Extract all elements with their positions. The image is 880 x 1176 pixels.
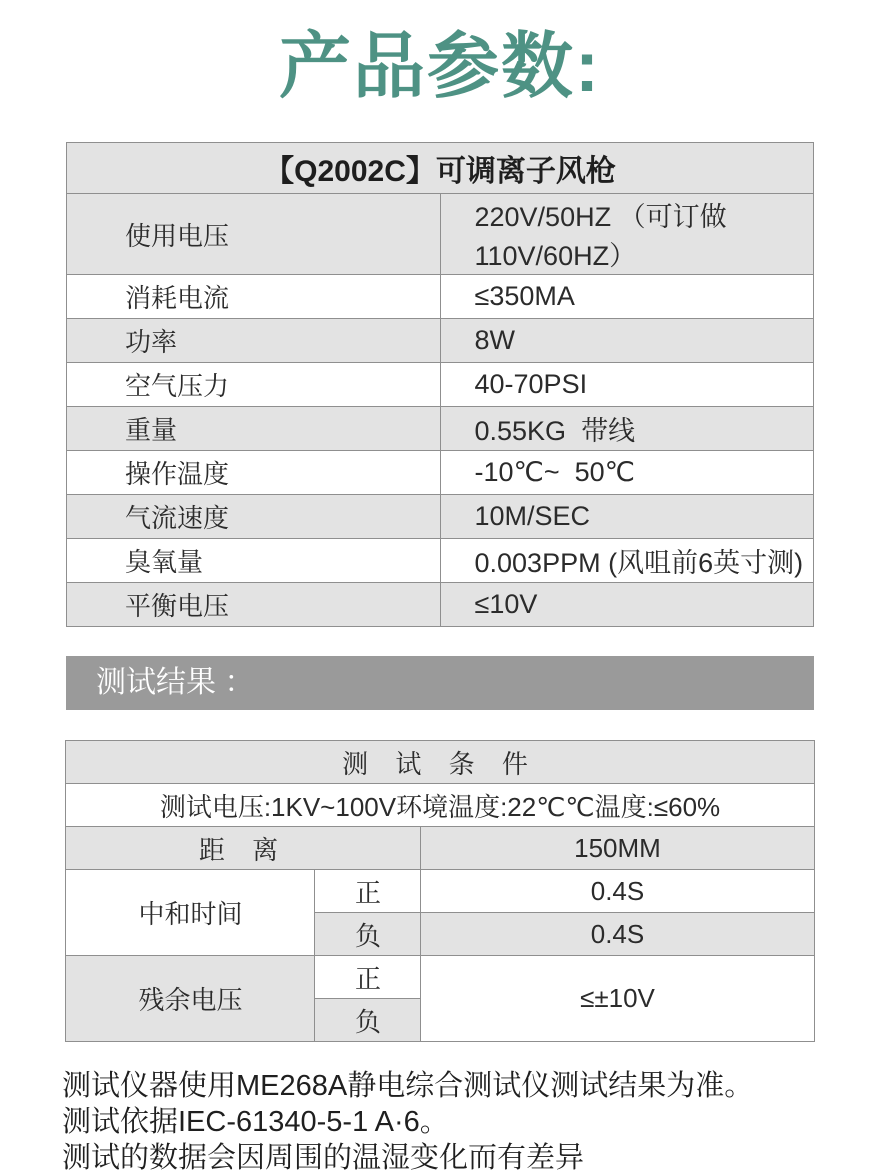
spec-label-current: 消耗电流 <box>67 275 441 319</box>
neutralization-negative-value: 0.4S <box>421 913 814 956</box>
table-row <box>66 956 814 999</box>
spec-table <box>66 142 814 627</box>
spec-label-power: 功率 <box>67 319 441 363</box>
spec-value-operating-temp: -10℃~ 50℃ <box>440 451 814 495</box>
test-table-header-row <box>66 741 814 784</box>
spec-value-voltage: 220V/50HZ （可订做110V/60HZ） <box>440 194 814 275</box>
distance-label: 距 离 <box>66 827 421 870</box>
spec-value-current: ≤350MA <box>440 275 814 319</box>
table-row <box>67 194 814 275</box>
neutralization-negative-label: 负 <box>315 913 421 956</box>
footnote-line-1: 测试仪器使用ME268A静电综合测试仪测试结果为准。 <box>62 1070 754 1102</box>
test-conditions-text: 测试电压:1KV~100V环境温度:22℃℃温度:≤60% <box>66 784 814 827</box>
table-row <box>66 784 814 827</box>
table-row <box>67 275 814 319</box>
table-row <box>67 319 814 363</box>
residual-positive-label: 正 <box>315 956 421 999</box>
spec-label-operating-temp: 操作温度 <box>67 451 441 495</box>
table-row <box>67 363 814 407</box>
spec-value-air-pressure: 40-70PSI <box>440 363 814 407</box>
residual-negative-label: 负 <box>315 999 421 1042</box>
table-row <box>66 870 814 913</box>
distance-value: 150MM <box>421 827 814 870</box>
spec-table-title: 【Q2002C】可调离子风枪 <box>67 143 814 194</box>
page-title: 产品参数: <box>279 27 601 107</box>
test-results-banner: 测试结果 ： <box>66 656 814 710</box>
footnote-line-2: 测试依据IEC-61340-5-1 A·6。 <box>62 1106 449 1138</box>
neutralization-positive-label: 正 <box>315 870 421 913</box>
spec-label-ozone: 臭氧量 <box>67 539 441 583</box>
spec-value-ozone: 0.003PPM (风咀前6英寸测) <box>440 539 814 583</box>
test-conditions-table <box>65 740 814 1042</box>
table-row <box>67 583 814 627</box>
spec-value-weight: 0.55KG 带线 <box>440 407 814 451</box>
table-row <box>67 495 814 539</box>
spec-value-airflow-speed: 10M/SEC <box>440 495 814 539</box>
spec-label-weight: 重量 <box>67 407 441 451</box>
footnote-line-3: 测试的数据会因周围的温湿变化而有差异 <box>62 1142 585 1174</box>
neutralization-positive-value: 0.4S <box>421 870 814 913</box>
table-row <box>67 451 814 495</box>
table-row <box>67 407 814 451</box>
spec-value-power: 8W <box>440 319 814 363</box>
test-table-title: 测 试 条 件 <box>66 741 814 784</box>
residual-voltage-label: 残余电压 <box>66 956 315 1042</box>
table-row <box>66 827 814 870</box>
spec-table-header-row <box>67 143 814 194</box>
neutralization-time-label: 中和时间 <box>66 870 315 956</box>
residual-voltage-value: ≤±10V <box>421 956 814 1042</box>
spec-label-air-pressure: 空气压力 <box>67 363 441 407</box>
spec-label-balance-voltage: 平衡电压 <box>67 583 441 627</box>
spec-label-voltage: 使用电压 <box>67 194 441 275</box>
spec-label-airflow-speed: 气流速度 <box>67 495 441 539</box>
spec-value-balance-voltage: ≤10V <box>440 583 814 627</box>
footnotes <box>62 1068 880 1176</box>
table-row <box>67 539 814 583</box>
